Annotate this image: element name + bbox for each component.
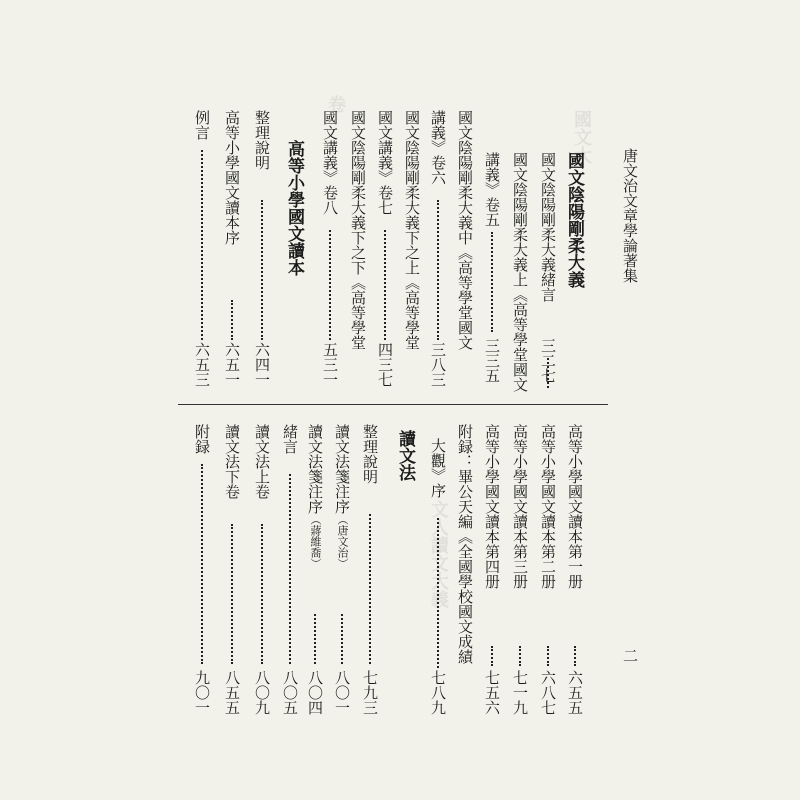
entry-page: 六五三: [193, 342, 211, 387]
entry-text: 國文陰陽剛柔大義下之下《高等學堂: [349, 110, 367, 350]
entry-text: 高等小學國文讀本序: [223, 110, 241, 245]
toc-entry: [510, 152, 530, 392]
toc-entry: [538, 424, 558, 714]
toc-entry: [402, 110, 422, 400]
entry-text: 讀文法下卷: [223, 424, 241, 499]
toc-entry: [482, 152, 502, 392]
entry-page: 八〇九: [253, 670, 271, 715]
entry-page: 三二七: [539, 338, 557, 383]
leader-dots: [314, 614, 316, 664]
leader-dots: [369, 514, 371, 664]
entry-text: 附録: [193, 424, 211, 454]
entry-text: 例言: [193, 110, 211, 140]
toc-entry: [455, 110, 475, 400]
bleed-through-mark: 卷: [325, 95, 346, 113]
entry-page: 六五一: [223, 342, 241, 387]
bleed-through-mark: 國文大: [571, 110, 592, 164]
toc-entry: [252, 424, 272, 714]
bleed-through-mark: 文人讀文大義: [428, 500, 449, 608]
section-title: 高等小學國文讀本: [284, 140, 304, 276]
toc-entry: [252, 110, 272, 400]
leader-dots: [261, 200, 263, 340]
entry-text: 高等小學國文讀本第一册: [566, 424, 584, 589]
leader-dots: [201, 464, 203, 664]
leader-dots: [231, 524, 233, 664]
entry-page: 九〇一: [193, 670, 211, 715]
entry-page: 四三七: [376, 342, 394, 387]
entry-text: [332, 424, 352, 569]
toc-entry: [320, 110, 340, 400]
section-title: 國文陰陽剛柔大義: [564, 152, 584, 288]
toc-entry: [305, 424, 325, 714]
leader-dots: [519, 646, 521, 666]
entry-page: 八〇四: [306, 670, 324, 715]
entry-text: 高等小學國文讀本第四册: [483, 424, 501, 589]
entry-page: 八五五: [223, 670, 241, 715]
toc-entry: [348, 110, 368, 400]
toc-entry: [455, 424, 475, 714]
toc-entry: [510, 424, 530, 714]
entry-text: 國文陰陽剛柔大義上《高等學堂國文: [511, 152, 529, 392]
section-title: 讀文法: [395, 430, 415, 481]
toc-entry: [565, 424, 585, 714]
leader-dots: [437, 200, 439, 340]
entry-text: 國文陰陽剛柔大義下之上《高等學堂: [403, 110, 421, 350]
leader-dots: [231, 300, 233, 340]
toc-entry: [428, 110, 448, 400]
leader-dots: [384, 230, 386, 340]
entry-text: 整理說明: [361, 424, 379, 484]
entry-page: 六八七: [539, 670, 557, 715]
entry-text: 國文陰陽剛柔大義緒言: [539, 152, 557, 302]
entry-page: 八〇一: [333, 670, 351, 715]
leader-dots: [547, 646, 549, 666]
entry-page: 七九三: [361, 670, 379, 715]
entry-title: 讀文法箋注序: [306, 424, 324, 514]
entry-text: 國文講義》卷七: [376, 110, 394, 215]
entry-text: 大觀》序: [429, 438, 447, 498]
leader-dots: [491, 232, 493, 332]
toc-entry: [280, 424, 300, 714]
entry-page: 六四一: [253, 342, 271, 387]
leader-dots: [201, 150, 203, 340]
entry-text: 講義》卷五: [483, 152, 501, 227]
toc-entry: [192, 424, 212, 714]
entry-title: 讀文法箋注序: [333, 424, 351, 514]
entry-text: 國文陰陽剛柔大義中《高等學堂國文: [456, 110, 474, 350]
entry-page: 五三一: [321, 342, 339, 387]
toc-entry: [482, 424, 502, 714]
entry-page: 六五五: [566, 670, 584, 715]
entry-note: （蔣維喬）: [309, 514, 322, 569]
toc-entry: [332, 424, 352, 714]
toc-entry: [192, 110, 212, 400]
page-number: 二: [621, 648, 639, 663]
entry-page: 七一九: [511, 670, 529, 715]
entry-text: [305, 424, 325, 569]
section-divider: [178, 404, 608, 405]
toc-entry: [375, 110, 395, 400]
entry-note: （唐文治）: [336, 514, 349, 569]
entry-text: 高等小學國文讀本第二册: [539, 424, 557, 589]
toc-entry: [222, 424, 242, 714]
leader-dots: [261, 524, 263, 664]
leader-dots: [574, 646, 576, 666]
entry-page: 八〇五: [281, 670, 299, 715]
entry-page: 三八三: [429, 342, 447, 387]
leader-dots: [329, 230, 331, 340]
entry-text: 高等小學國文讀本第三册: [511, 424, 529, 589]
leader-dots: [491, 646, 493, 666]
entry-page: 七五六: [483, 670, 501, 715]
leader-dots: [341, 614, 343, 664]
entry-text: 講義》卷六: [429, 110, 447, 185]
entry-text: 國文講義》卷八: [321, 110, 339, 215]
running-header: 唐文治文章學論著集: [621, 148, 639, 283]
toc-entry: [360, 424, 380, 714]
leader-dots: [437, 518, 439, 668]
entry-page: 三三五: [483, 338, 501, 383]
entry-page: 七八九: [429, 670, 447, 715]
toc-entry: [222, 110, 242, 400]
entry-text: 附録：畢公天編《全國學校國文成績: [456, 424, 474, 664]
entry-text: 整理說明: [253, 110, 271, 170]
leader-dots: [289, 474, 291, 664]
toc-entry: [428, 438, 448, 714]
entry-text: 讀文法上卷: [253, 424, 271, 499]
entry-text: 緒言: [281, 424, 299, 454]
toc-entry: [538, 152, 558, 392]
